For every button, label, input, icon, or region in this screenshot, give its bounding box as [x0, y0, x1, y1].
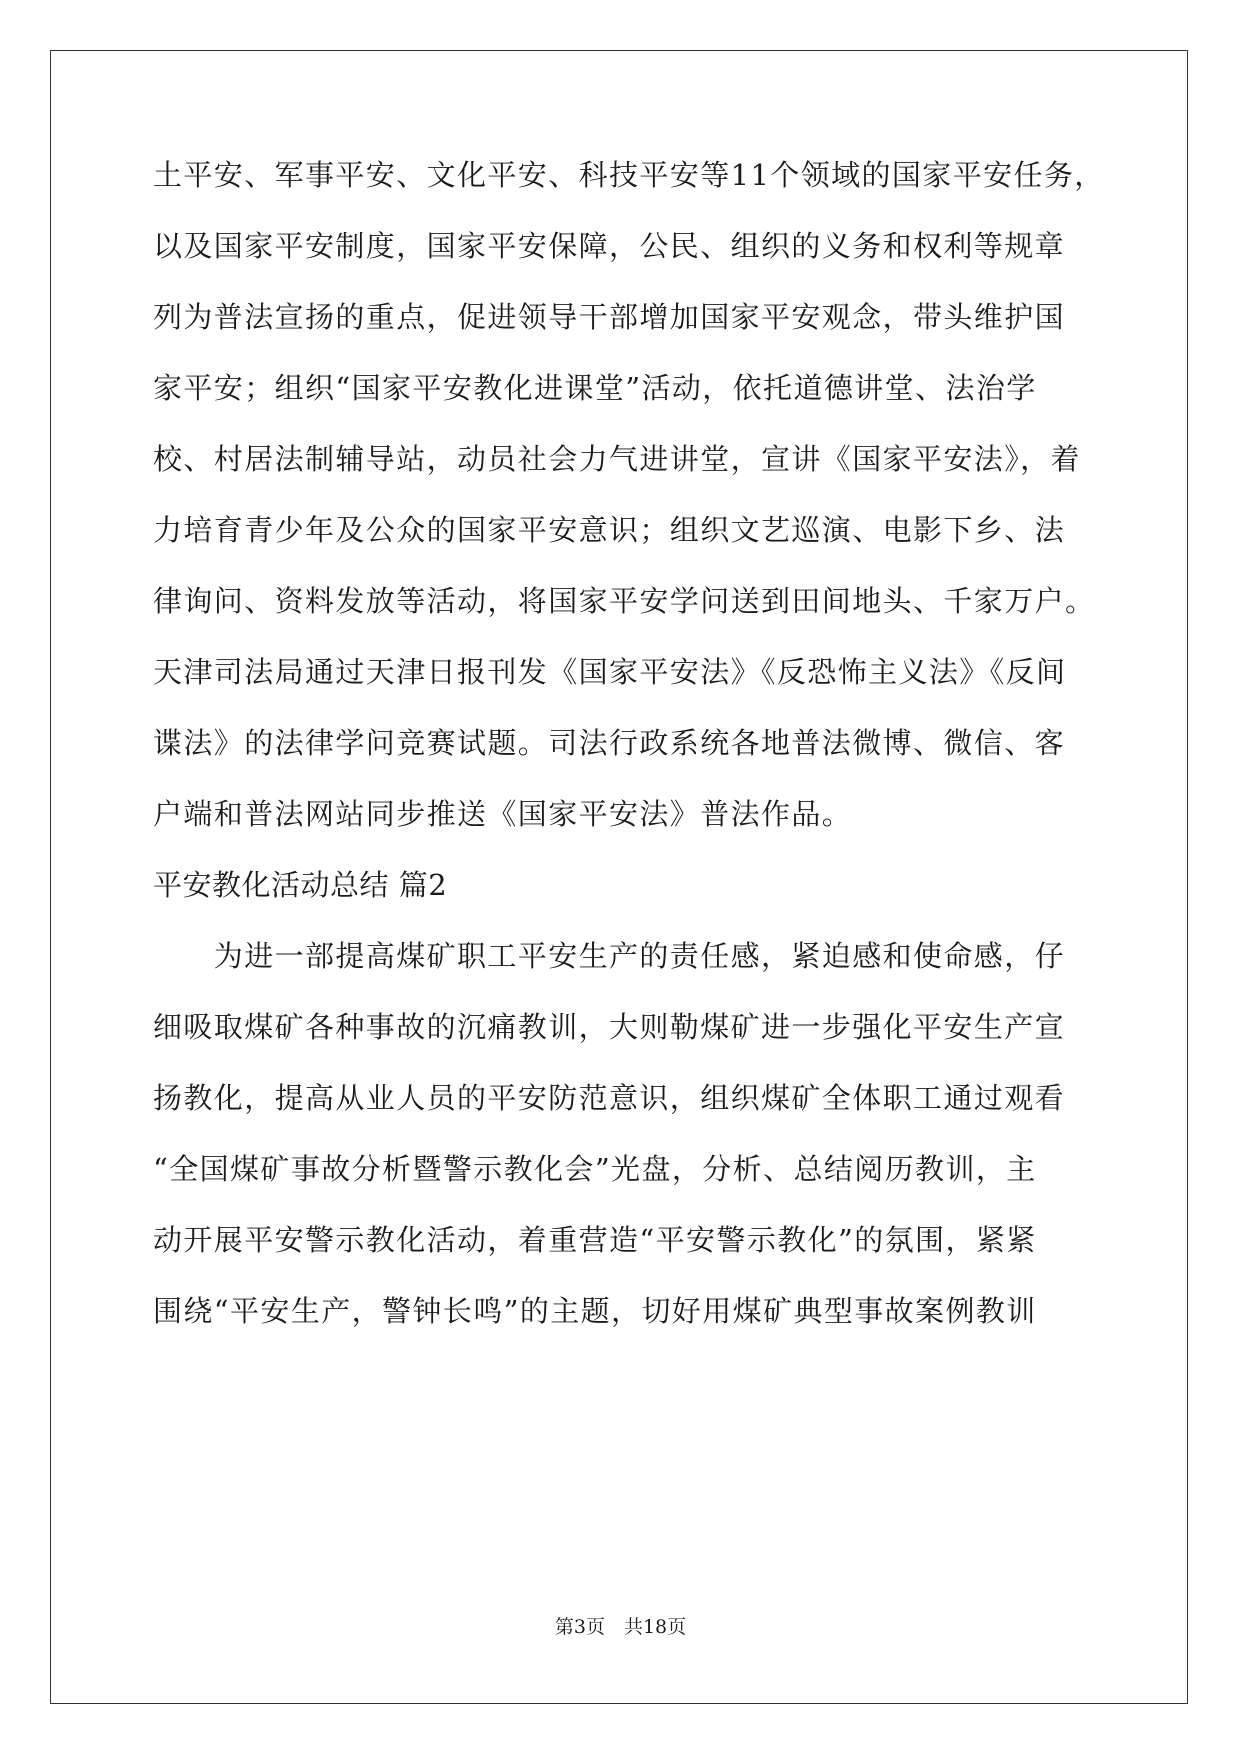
section-line: “全国煤矿事故分析暨警示教化会”光盘，分析、总结阅历教训，主 — [153, 1152, 1037, 1186]
body-line: 律询问、资料发放等活动，将国家平安学问送到田间地头、千家万户。 — [153, 584, 1096, 618]
body-line: 谍法》的法律学问竞赛试题。司法行政系统各地普法微博、微信、客 — [153, 726, 1066, 760]
section-line: 围绕“平安生产，警钟长鸣”的主题，切好用煤矿典型事故案例教训 — [153, 1294, 1037, 1328]
body-line: 家平安；组织“国家平安教化进课堂”活动，依托道德讲堂、法治学 — [153, 371, 1037, 405]
body-line: 校、村居法制辅导站，动员社会力气进讲堂，宣讲《国家平安法》，着 — [153, 442, 1081, 476]
body-line: 户端和普法网站同步推送《国家平安法》普法作品。 — [153, 797, 853, 831]
section-line: 细吸取煤矿各种事故的沉痛教训，大则勒煤矿进一步强化平安生产宣 — [153, 1010, 1066, 1044]
body-line: 力培育青少年及公众的国家平安意识；组织文艺巡演、电影下乡、法 — [153, 513, 1066, 547]
section-line: 为进一部提高煤矿职工平安生产的责任感，紧迫感和使命感，仔 — [153, 939, 1066, 973]
body-line: 土平安、军事平安、文化平安、科技平安等11个领域的国家平安任务， — [153, 158, 1105, 192]
page-number: 第3页 共18页 — [554, 1616, 687, 1638]
section-line: 动开展平安警示教化活动，着重营造“平安警示教化”的氛围，紧紧 — [153, 1223, 1037, 1257]
section-line: 扬教化，提高从业人员的平安防范意识，组织煤矿全体职工通过观看 — [153, 1081, 1066, 1115]
body-line: 列为普法宣扬的重点，促进领导干部增加国家平安观念，带头维护国 — [153, 300, 1066, 334]
section-heading: 平安教化活动总结 篇2 — [153, 868, 448, 902]
body-line: 天津司法局通过天津日报刊发《国家平安法》《反恐怖主义法》《反间 — [153, 655, 1067, 689]
body-line: 以及国家平安制度，国家平安保障，公民、组织的义务和权利等规章 — [153, 229, 1066, 263]
